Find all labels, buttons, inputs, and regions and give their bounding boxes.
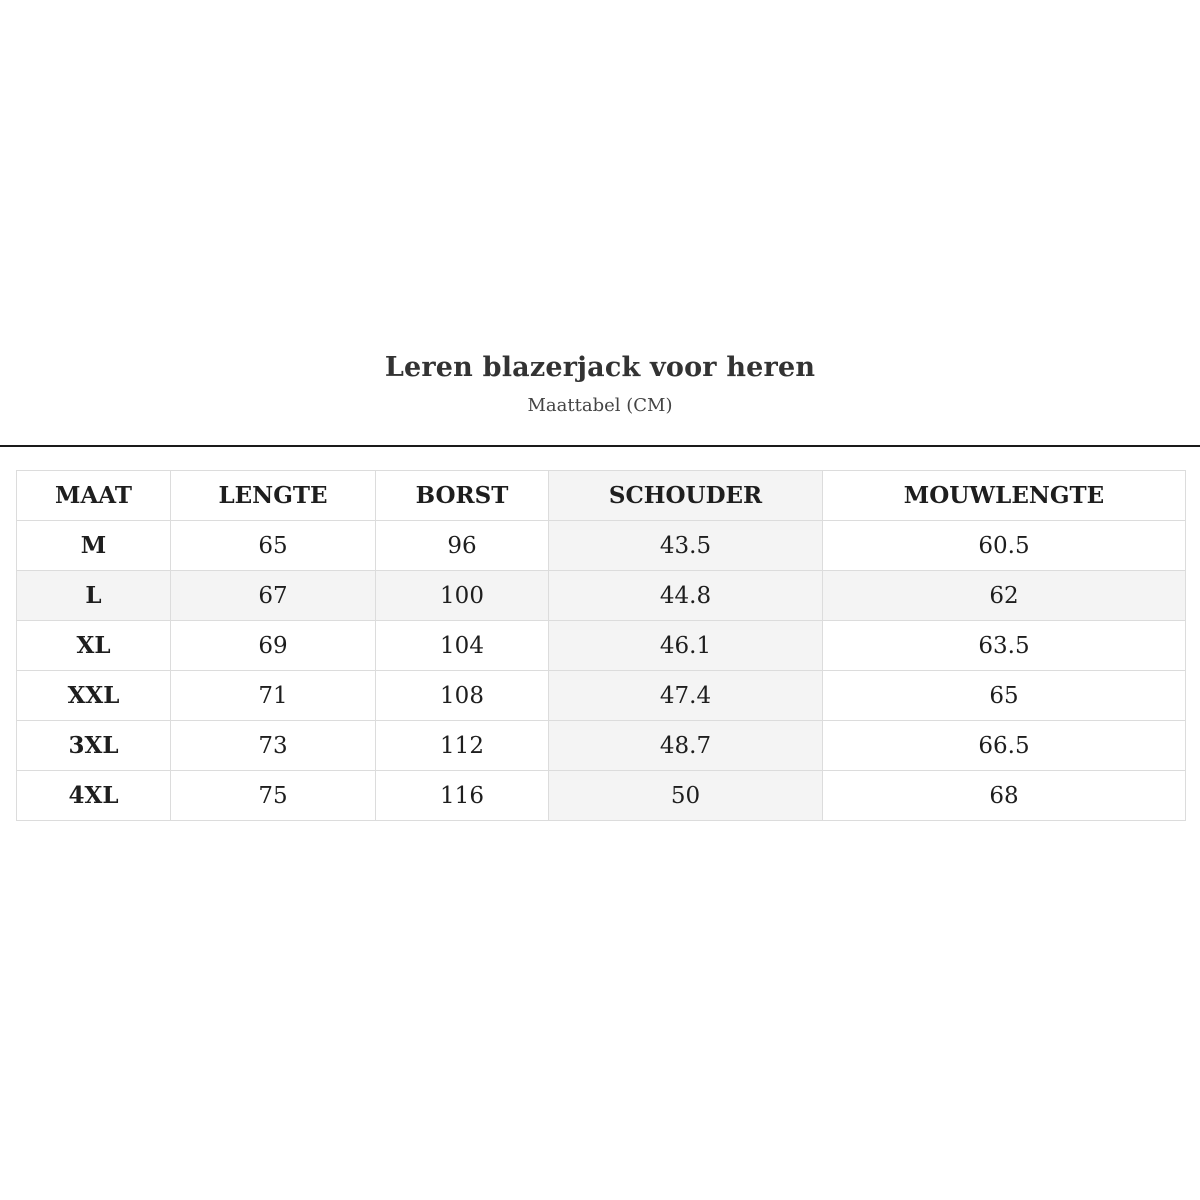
cell-maat: 4XL: [17, 771, 171, 821]
cell-lengte: 65: [171, 521, 376, 571]
divider: [0, 445, 1200, 447]
cell-maat: L: [17, 571, 171, 621]
header-schouder: SCHOUDER: [549, 471, 823, 521]
header-lengte: LENGTE: [171, 471, 376, 521]
cell-maat: 3XL: [17, 721, 171, 771]
header-mouwlengte: MOUWLENGTE: [823, 471, 1186, 521]
cell-schouder: 50: [549, 771, 823, 821]
chart-subtitle: Maattabel (CM): [527, 395, 673, 416]
table-row: [17, 571, 1186, 621]
table-row: [17, 671, 1186, 721]
table-row: [17, 721, 1186, 771]
table-row: [17, 521, 1186, 571]
size-table: [16, 470, 1186, 821]
cell-mouwlengte: 63.5: [823, 621, 1186, 671]
cell-mouwlengte: 68: [823, 771, 1186, 821]
cell-lengte: 73: [171, 721, 376, 771]
cell-borst: 100: [376, 571, 549, 621]
cell-lengte: 69: [171, 621, 376, 671]
cell-maat: M: [17, 521, 171, 571]
cell-lengte: 71: [171, 671, 376, 721]
table-row: [17, 771, 1186, 821]
cell-borst: 108: [376, 671, 549, 721]
cell-schouder: 47.4: [549, 671, 823, 721]
cell-schouder: 44.8: [549, 571, 823, 621]
cell-borst: 112: [376, 721, 549, 771]
cell-schouder: 48.7: [549, 721, 823, 771]
cell-schouder: 46.1: [549, 621, 823, 671]
cell-mouwlengte: 60.5: [823, 521, 1186, 571]
cell-maat: XXL: [17, 671, 171, 721]
cell-mouwlengte: 66.5: [823, 721, 1186, 771]
cell-maat: XL: [17, 621, 171, 671]
cell-borst: 104: [376, 621, 549, 671]
cell-mouwlengte: 62: [823, 571, 1186, 621]
cell-mouwlengte: 65: [823, 671, 1186, 721]
table-row: [17, 621, 1186, 671]
cell-borst: 116: [376, 771, 549, 821]
cell-borst: 96: [376, 521, 549, 571]
header-borst: BORST: [376, 471, 549, 521]
cell-schouder: 43.5: [549, 521, 823, 571]
chart-title: Leren blazerjack voor heren: [384, 352, 816, 383]
header-maat: MAAT: [17, 471, 171, 521]
cell-lengte: 75: [171, 771, 376, 821]
cell-lengte: 67: [171, 571, 376, 621]
table-header-row: [17, 471, 1186, 521]
